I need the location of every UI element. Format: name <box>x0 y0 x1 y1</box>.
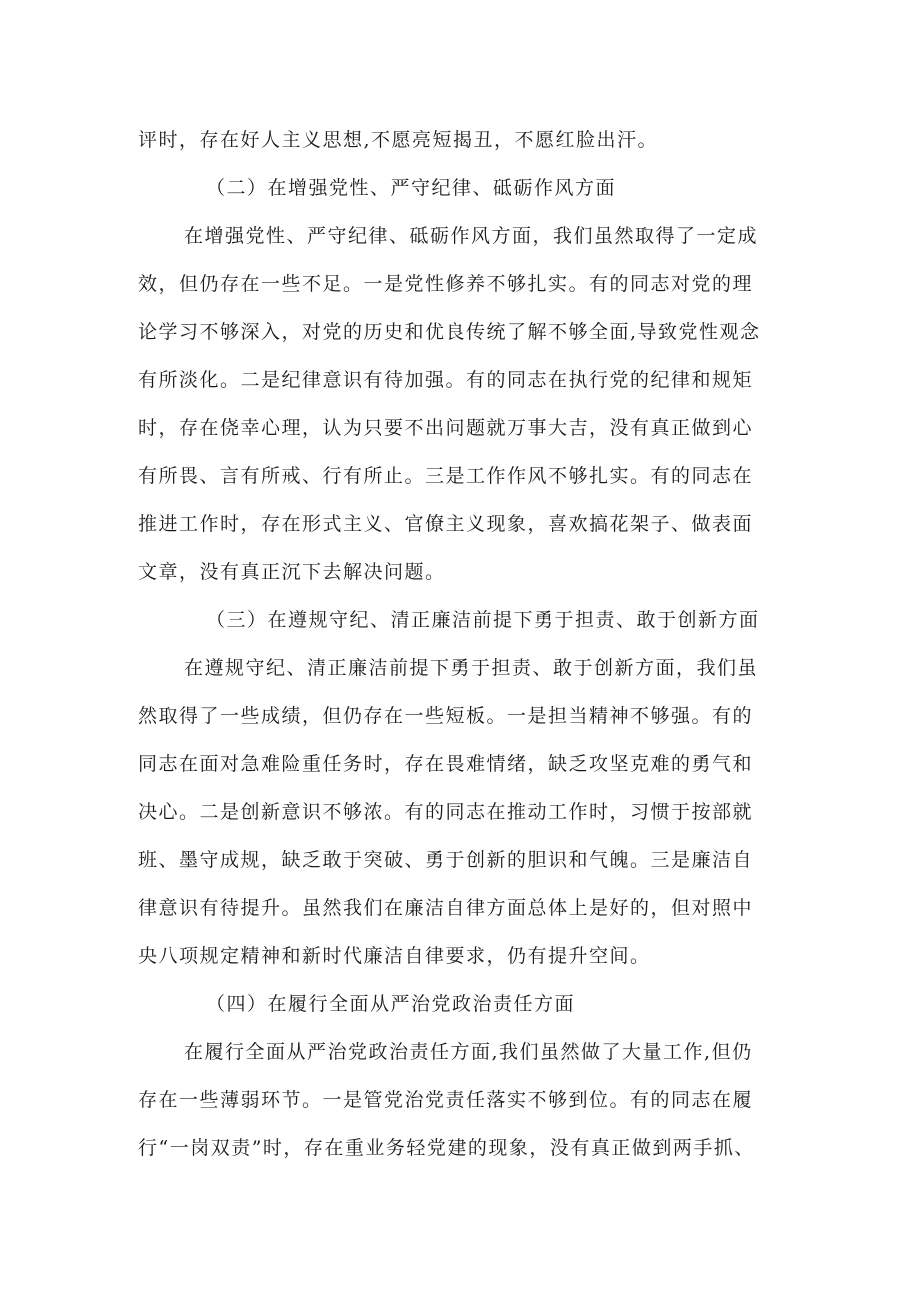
paragraph-line: 有所淡化。二是纪律意识有待加强。有的同志在执行党的纪律和规矩 <box>138 369 754 391</box>
paragraph-line: 在履行全面从严治党政治责任方面,我们虽然做了大量工作,但仍 <box>184 1041 753 1063</box>
paragraph-line: 央八项规定精神和新时代廉洁自律要求，仍有提升空间。 <box>138 945 651 967</box>
paragraph-line: 在增强党性、严守纪律、砥砺作风方面，我们虽然取得了一定成 <box>184 225 759 247</box>
paragraph-line: 然取得了一些成绩，但仍存在一些短板。一是担当精神不够强。有的 <box>138 705 754 727</box>
paragraph-line: 在遵规守纪、清正廉洁前提下勇于担责、敢于创新方面，我们虽 <box>184 657 759 679</box>
text-line: 评时，存在好人主义思想,不愿亮短揭丑，不愿红脸出汗。 <box>138 129 659 151</box>
section-heading-4: （四）在履行全面从严治党政治责任方面 <box>206 993 576 1015</box>
paragraph-line: 律意识有待提升。虽然我们在廉洁自律方面总体上是好的，但对照中 <box>138 897 754 919</box>
paragraph-line: 决心。二是创新意识不够浓。有的同志在推动工作时，习惯于按部就 <box>138 801 754 823</box>
paragraph-line: 推进工作时，存在形式主义、官僚主义现象，喜欢搞花架子、做表面 <box>138 513 754 535</box>
paragraph-line: 论学习不够深入，对党的历史和优良传统了解不够全面,导致党性观念 <box>138 321 761 343</box>
paragraph-line: 效，但仍存在一些不足。一是党性修养不够扎实。有的同志对党的理 <box>138 273 754 295</box>
paragraph-line: 班、墨守成规，缺乏敢于突破、勇于创新的胆识和气魄。三是廉洁自 <box>138 849 754 871</box>
paragraph-line: 文章，没有真正沉下去解决问题。 <box>138 561 446 583</box>
paragraph-line: 行“一岗双责”时，存在重业务轻党建的现象，没有真正做到两手抓、 <box>138 1137 755 1159</box>
paragraph-line: 时，存在侥幸心理，认为只要不出问题就万事大吉，没有真正做到心 <box>138 417 754 439</box>
paragraph-line: 同志在面对急难险重任务时，存在畏难情绪，缺乏攻坚克难的勇气和 <box>138 753 754 775</box>
section-heading-2: （二）在增强党性、严守纪律、砥砺作风方面 <box>206 177 617 199</box>
paragraph-line: 存在一些薄弱环节。一是管党治党责任落实不够到位。有的同志在履 <box>138 1089 754 1111</box>
section-heading-3: （三）在遵规守纪、清正廉洁前提下勇于担责、敢于创新方面 <box>206 609 760 631</box>
paragraph-line: 有所畏、言有所戒、行有所止。三是工作作风不够扎实。有的同志在 <box>138 465 754 487</box>
